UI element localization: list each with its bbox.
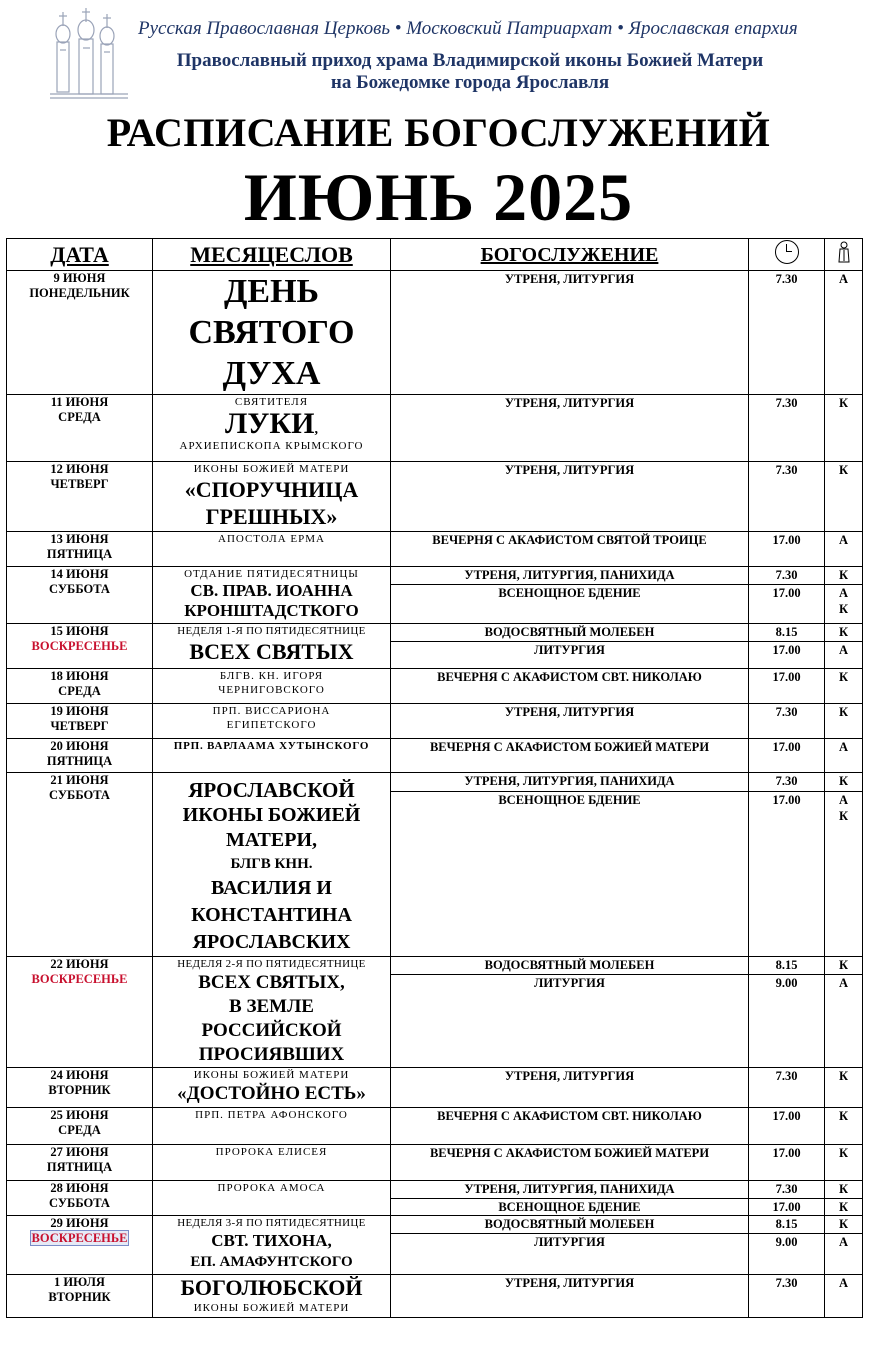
date-cell: 12 ИЮНЯ ЧЕТВЕРГ [7, 462, 153, 532]
service-cell: УТРЕНЯ, ЛИТУРГИЯ [391, 395, 749, 462]
table-row [7, 739, 863, 773]
date-cell: 21 ИЮНЯ СУББОТА [7, 773, 153, 957]
column-header-calendar: МЕСЯЦЕСЛОВ [153, 239, 391, 271]
date-cell: 19 ИЮНЯ ЧЕТВЕРГ [7, 704, 153, 739]
time-cell: 17.00 [749, 532, 825, 567]
service-cell: ЛИТУРГИЯ [391, 642, 749, 669]
sunday-label: ВОСКРЕСЕНЬЕ [31, 972, 128, 986]
service-cell: ВЕЧЕРНЯ С АКАФИСТОМ БОЖИЕЙ МАТЕРИ [391, 1145, 749, 1181]
date-cell: 22 ИЮНЯ ВОСКРЕСЕНЬЕ [7, 957, 153, 1068]
clergy-cell: К [825, 669, 863, 704]
clergy-cell: А К [825, 791, 863, 956]
table-row [7, 462, 863, 532]
service-cell: ВСЕНОЩНОЕ БДЕНИЕ [391, 791, 749, 956]
date-cell: 11 ИЮНЯ СРЕДА [7, 395, 153, 462]
date-cell: 24 ИЮНЯ ВТОРНИК [7, 1068, 153, 1108]
column-header-time [749, 239, 825, 271]
service-cell: УТРЕНЯ, ЛИТУРГИЯ, ПАНИХИДА [391, 773, 749, 792]
table-row [7, 532, 863, 567]
service-cell: УТРЕНЯ, ЛИТУРГИЯ [391, 462, 749, 532]
time-cell: 7.30 [749, 462, 825, 532]
service-cell: УТРЕНЯ, ЛИТУРГИЯ, ПАНИХИДА [391, 567, 749, 585]
column-header-date: ДАТА [7, 239, 153, 271]
table-row [7, 1275, 863, 1318]
clergy-cell: К [825, 1181, 863, 1199]
service-cell: УТРЕНЯ, ЛИТУРГИЯ [391, 271, 749, 395]
time-cell: 7.30 [749, 567, 825, 585]
service-cell: ВОДОСВЯТНЫЙ МОЛЕБЕН [391, 1216, 749, 1234]
sunday-label: ВОСКРЕСЕНЬЕ [31, 639, 128, 653]
service-cell: УТРЕНЯ, ЛИТУРГИЯ, ПАНИХИДА [391, 1181, 749, 1199]
clergy-cell: А [825, 271, 863, 395]
sunday-label: ВОСКРЕСЕНЬЕ [31, 1231, 128, 1245]
clergy-cell: А [825, 739, 863, 773]
date-cell: 15 ИЮНЯ ВОСКРЕСЕНЬЕ [7, 624, 153, 669]
time-cell: 7.30 [749, 1275, 825, 1318]
date-cell: 29 ИЮНЯ ВОСКРЕСЕНЬЕ [7, 1216, 153, 1275]
time-cell: 7.30 [749, 704, 825, 739]
service-cell: ВОДОСВЯТНЫЙ МОЛЕБЕН [391, 624, 749, 642]
table-row [7, 1216, 863, 1234]
service-cell: УТРЕНЯ, ЛИТУРГИЯ [391, 1068, 749, 1108]
calendar-cell: ОТДАНИЕ ПЯТИДЕСЯТНИЦЫ СВ. ПРАВ. ИОАННА КРОНШТАДСТКОГО [153, 567, 391, 624]
service-cell: ВЕЧЕРНЯ С АКАФИСТОМ СВЯТОЙ ТРОИЦЕ [391, 532, 749, 567]
page-header [0, 0, 877, 108]
calendar-cell: НЕДЕЛЯ 3-Я ПО ПЯТИДЕСЯТНИЦЕ СВТ. ТИХОНА, ЕП. АМАФУНТСКОГО [153, 1216, 391, 1275]
clergy-cell: К [825, 773, 863, 792]
service-cell: ВЕЧЕРНЯ С АКАФИСТОМ БОЖИЕЙ МАТЕРИ [391, 739, 749, 773]
calendar-cell: ПРОРОКА ЕЛИСЕЯ [153, 1145, 391, 1181]
clergy-cell: К [825, 395, 863, 462]
table-row [7, 1145, 863, 1181]
time-cell: 7.30 [749, 395, 825, 462]
date-cell: 25 ИЮНЯ СРЕДА [7, 1108, 153, 1145]
table-row [7, 704, 863, 739]
time-cell: 9.00 [749, 1234, 825, 1275]
calendar-cell: ПРОРОКА АМОСА [153, 1181, 391, 1216]
clergy-cell: К [825, 462, 863, 532]
table-row [7, 1108, 863, 1145]
service-cell: ВОДОСВЯТНЫЙ МОЛЕБЕН [391, 957, 749, 975]
calendar-cell: ПРП. ПЕТРА АФОНСКОГО [153, 1108, 391, 1145]
month-title: ИЮНЬ 2025 [243, 159, 634, 235]
calendar-cell: БОГОЛЮБСКОЙ ИКОНЫ БОЖИЕЙ МАТЕРИ [153, 1275, 391, 1318]
service-cell: УТРЕНЯ, ЛИТУРГИЯ [391, 704, 749, 739]
clergy-cell: А [825, 975, 863, 1068]
service-cell: ВЕЧЕРНЯ С АКАФИСТОМ СВТ. НИКОЛАЮ [391, 1108, 749, 1145]
table-header-row [7, 239, 863, 271]
time-cell: 7.30 [749, 1068, 825, 1108]
service-cell: ВСЕНОЩНОЕ БДЕНИЕ [391, 1199, 749, 1216]
clergy-cell: А К [825, 585, 863, 624]
clergy-cell: К [825, 957, 863, 975]
table-row [7, 1181, 863, 1199]
service-cell: УТРЕНЯ, ЛИТУРГИЯ [391, 1275, 749, 1318]
date-cell: 28 ИЮНЯ СУББОТА [7, 1181, 153, 1216]
date-cell: 27 ИЮНЯ ПЯТНИЦА [7, 1145, 153, 1181]
column-header-clergy [825, 239, 863, 271]
time-cell: 7.30 [749, 1181, 825, 1199]
time-cell: 8.15 [749, 957, 825, 975]
clergy-cell: А [825, 532, 863, 567]
date-cell: 14 ИЮНЯ СУББОТА [7, 567, 153, 624]
service-cell: ВЕЧЕРНЯ С АКАФИСТОМ СВТ. НИКОЛАЮ [391, 669, 749, 704]
time-cell: 17.00 [749, 1145, 825, 1181]
clergy-cell: К [825, 1145, 863, 1181]
time-cell: 7.30 [749, 773, 825, 792]
time-cell: 9.00 [749, 975, 825, 1068]
clergy-cell: К [825, 567, 863, 585]
church-domes-icon [50, 8, 128, 100]
calendar-cell: ДЕНЬ СВЯТОГО ДУХА [153, 271, 391, 395]
clergy-cell: К [825, 1216, 863, 1234]
time-cell: 17.00 [749, 1199, 825, 1216]
time-cell: 17.00 [749, 585, 825, 624]
clergy-cell: А [825, 1275, 863, 1318]
calendar-cell: БЛГВ. КН. ИГОРЯ ЧЕРНИГОВСКОГО [153, 669, 391, 704]
clock-icon [775, 240, 799, 264]
time-cell: 17.00 [749, 791, 825, 956]
date-cell: 9 ИЮНЯ ПОНЕДЕЛЬНИК [7, 271, 153, 395]
calendar-cell: ПРП. ВАРЛААМА ХУТЫНСКОГО [153, 739, 391, 773]
table-row [7, 773, 863, 792]
table-row [7, 395, 863, 462]
calendar-cell: СВЯТИТЕЛЯ ЛУКИ, АРХИЕПИСКОПА КРЫМСКОГО [153, 395, 391, 462]
calendar-cell: НЕДЕЛЯ 2-Я ПО ПЯТИДЕСЯТНИЦЕ ВСЕХ СВЯТЫХ, В ЗЕМЛЕ РОССИЙСКОЙ ПРОСИЯВШИХ [153, 957, 391, 1068]
church-affiliation: Русская Православная Церковь • Московский Патриархат • Ярославская епархия [138, 18, 798, 39]
date-cell: 20 ИЮНЯ ПЯТНИЦА [7, 739, 153, 773]
table-row [7, 669, 863, 704]
time-cell: 17.00 [749, 642, 825, 669]
service-cell: ВСЕНОЩНОЕ БДЕНИЕ [391, 585, 749, 624]
calendar-cell: ИКОНЫ БОЖИЕЙ МАТЕРИ «ДОСТОЙНО ЕСТЬ» [153, 1068, 391, 1108]
date-cell: 13 ИЮНЯ ПЯТНИЦА [7, 532, 153, 567]
table-row [7, 624, 863, 642]
table-row [7, 567, 863, 585]
calendar-cell: ЯРОСЛАВСКОЙ ИКОНЫ БОЖИЕЙ МАТЕРИ, БЛГВ КНН. ВАСИЛИЯ И КОНСТАНТИНА ЯРОСЛАВСКИХ [153, 773, 391, 957]
calendar-cell: ПРП. ВИССАРИОНА ЕГИПЕТСКОГО [153, 704, 391, 739]
table-row [7, 1068, 863, 1108]
calendar-cell: НЕДЕЛЯ 1-Я ПО ПЯТИДЕСЯТНИЦЕ ВСЕХ СВЯТЫХ [153, 624, 391, 669]
clergy-cell: К [825, 1108, 863, 1145]
clergy-cell: К [825, 704, 863, 739]
parish-name: Православный приход храма Владимирской иконы Божией Матери на Божедомке города Ярославля [176, 50, 764, 93]
schedule-table [6, 238, 863, 1318]
table-row [7, 957, 863, 975]
page-title: РАСПИСАНИЕ БОГОСЛУЖЕНИЙ [106, 110, 771, 155]
clergy-cell: К [825, 1068, 863, 1108]
time-cell: 8.15 [749, 624, 825, 642]
saint-figure-icon [837, 241, 851, 263]
date-cell: 1 ИЮЛЯ ВТОРНИК [7, 1275, 153, 1318]
clergy-cell: К [825, 624, 863, 642]
table-row [7, 271, 863, 395]
time-cell: 7.30 [749, 271, 825, 395]
column-header-service: БОГОСЛУЖЕНИЕ [391, 239, 749, 271]
date-cell: 18 ИЮНЯ СРЕДА [7, 669, 153, 704]
clergy-cell: К [825, 1199, 863, 1216]
time-cell: 17.00 [749, 1108, 825, 1145]
clergy-cell: А [825, 1234, 863, 1275]
time-cell: 17.00 [749, 669, 825, 704]
time-cell: 8.15 [749, 1216, 825, 1234]
service-cell: ЛИТУРГИЯ [391, 975, 749, 1068]
clergy-cell: А [825, 642, 863, 669]
calendar-cell: ИКОНЫ БОЖИЕЙ МАТЕРИ «СПОРУЧНИЦА ГРЕШНЫХ» [153, 462, 391, 532]
time-cell: 17.00 [749, 739, 825, 773]
calendar-cell: АПОСТОЛА ЕРМА [153, 532, 391, 567]
service-cell: ЛИТУРГИЯ [391, 1234, 749, 1275]
